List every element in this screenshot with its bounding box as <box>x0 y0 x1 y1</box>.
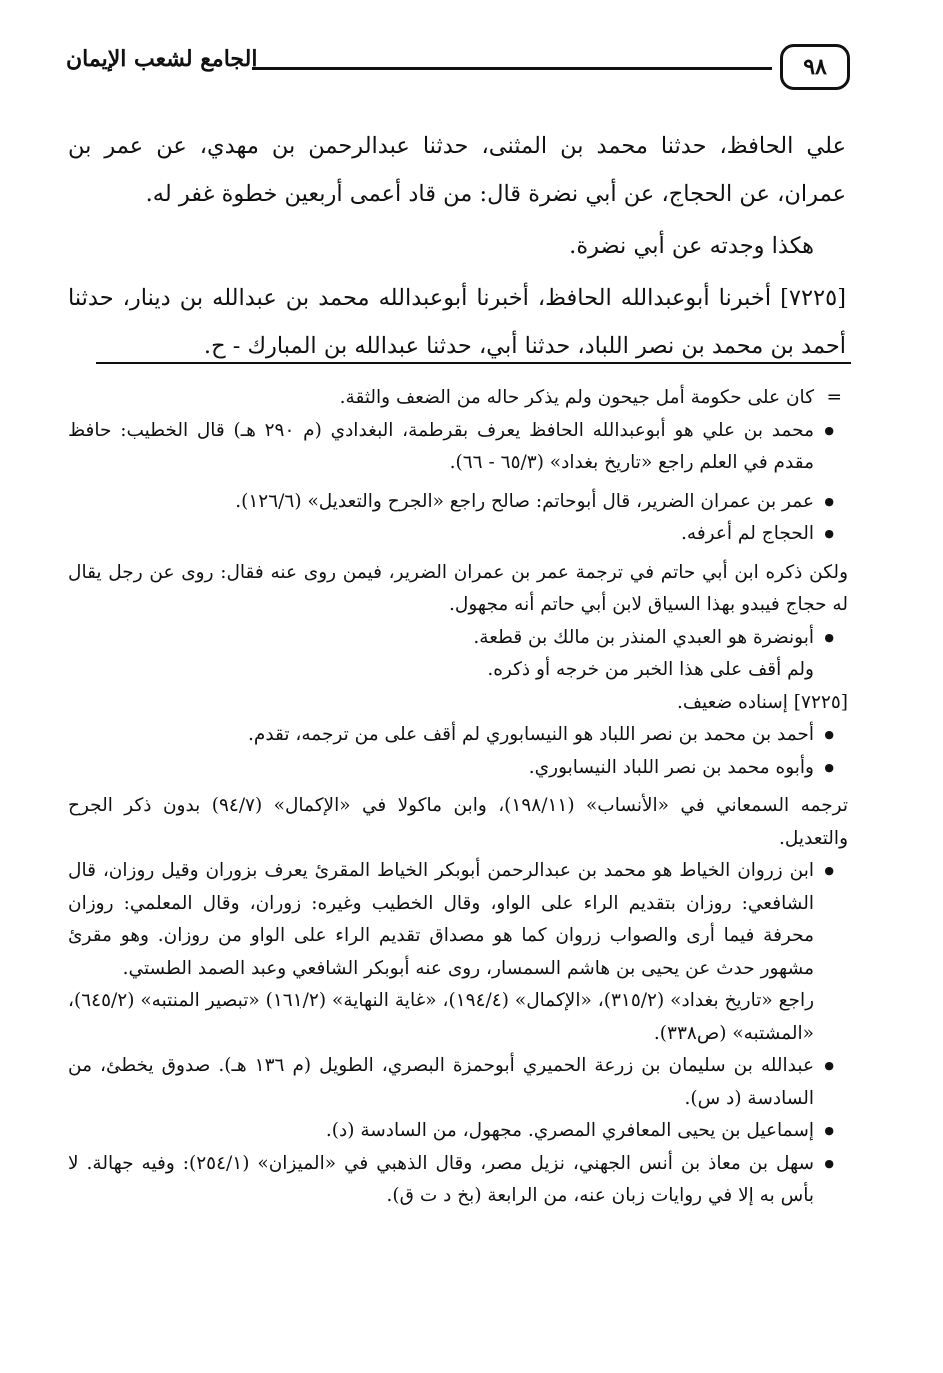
footnote-paragraph: ترجمه السمعاني في «الأنساب» (١٩٨/١١)، وابن ماكولا في «الإكمال» (٩٤/٧) بدون ذكر الجرح والتعديل. <box>68 795 848 849</box>
main-text <box>68 122 846 370</box>
footnote-bullet: ● محمد بن علي هو أبوعبدالله الحافظ يعرف بقرطمة، البغدادي (م ٢٩٠ هـ) قال الخطيب: حافظ مقدم في العلم راجع «تاريخ بغداد» (٦٥/٣ - ٦٦). <box>68 415 848 480</box>
page-number: ٩٨ <box>780 44 850 90</box>
main-paragraph: هكذا وجدته عن أبي نضرة. <box>569 233 814 259</box>
footnote-continuation: = كان على حكومة أمل جيحون ولم يذكر حاله من الضعف والثقة. <box>68 382 848 415</box>
footnote-bullet: ● سهل بن معاذ بن أنس الجهني، نزيل مصر، وقال الذهبي في «الميزان» (٢٥٤/١): وفيه جهالة. لا بأس به إلا في روايات زبان عنه، من الرابعة (بخ د ت ق). <box>68 1148 848 1213</box>
footnote-paragraph: راجع «تاريخ بغداد» (٣١٥/٢)، «الإكمال» (١٩٤/٤)، «غاية النهاية» (١٦١/٢) «تبصير المنتبه» (٦٤٥/٢)، «المشتبه» (ص٣٣٨). <box>68 990 815 1044</box>
footnote-bullet: ● الحجاج لم أعرفه. <box>68 518 848 551</box>
footnote-bullet: ● وأبوه محمد بن نصر اللباد النيسابوري. <box>68 752 848 785</box>
footnote-paragraph: ولكن ذكره ابن أبي حاتم في ترجمة عمر بن عمران الضرير، فيمن روى عنه فقال: روى عن رجل يقال له حجاج فيبدو بهذا السياق لابن أبي حاتم أنه مجهول. <box>68 561 848 615</box>
footnote-separator <box>96 362 851 364</box>
footnote-paragraph: ولم أقف على هذا الخبر من خرجه أو ذكره. <box>487 659 814 680</box>
footnote-bullet: ● أبونضرة هو العبدي المنذر بن مالك بن قطعة. <box>68 622 848 655</box>
footnote-bullet: ● أحمد بن محمد بن نصر اللباد هو النيسابوري لم أقف على من ترجمه، تقدم. <box>68 719 848 752</box>
main-paragraph: علي الحافظ، حدثنا محمد بن المثنى، حدثنا عبدالرحمن بن مهدي، عن عمر بن عمران، عن الحجاج، عن أبي نضرة قال: من قاد أعمى أربعين خطوة غفر له. <box>68 133 846 207</box>
footnote-bullet: ● عمر بن عمران الضرير، قال أبوحاتم: صالح راجع «الجرح والتعديل» (١٢٦/٦). <box>68 486 848 519</box>
main-paragraph: [٧٢٢٥] أخبرنا أبوعبدالله الحافظ، أخبرنا أبوعبدالله محمد بن عبدالله بن دينار، حدثنا أحمد بن محمد بن نصر اللباد، حدثنا أبي، حدثنا عبدالله بن المبارك - ح. <box>68 285 846 359</box>
footnote-bullet: ● عبدالله بن سليمان بن زرعة الحميري أبوحمزة البصري، الطويل (م ١٣٦ هـ). صدوق يخطئ، من السادسة (د س). <box>68 1050 848 1115</box>
footnotes <box>68 382 848 1213</box>
book-title: الجامع لشعب الإيمان <box>66 46 258 72</box>
footnote-heading: [٧٢٢٥] إسناده ضعيف. <box>677 691 848 713</box>
footnote-bullet: ● إسماعيل بن يحيى المعافري المصري. مجهول، من السادسة (د). <box>68 1115 848 1148</box>
page-header <box>60 36 850 96</box>
footnote-bullet: ● ابن زروان الخياط هو محمد بن عبدالرحمن أبوبكر الخياط المقرئ يعرف بزوران وقيل روزان، قال الشافعي: روزان بتقديم الراء على الواو، وقال الخطيب وغيره: زوران، وقال المعلمي: روزان محرفة فيما أرى والصواب زروان كما هو مصداق تقديم الراء على الواو من روزان. وهو مقرئ مشهور حدث عن يحيى بن هاشم السمسار، روى عنه أبوبكر الشافعي وعبد الصمد الطستي. <box>68 855 848 985</box>
header-rule <box>252 67 772 70</box>
